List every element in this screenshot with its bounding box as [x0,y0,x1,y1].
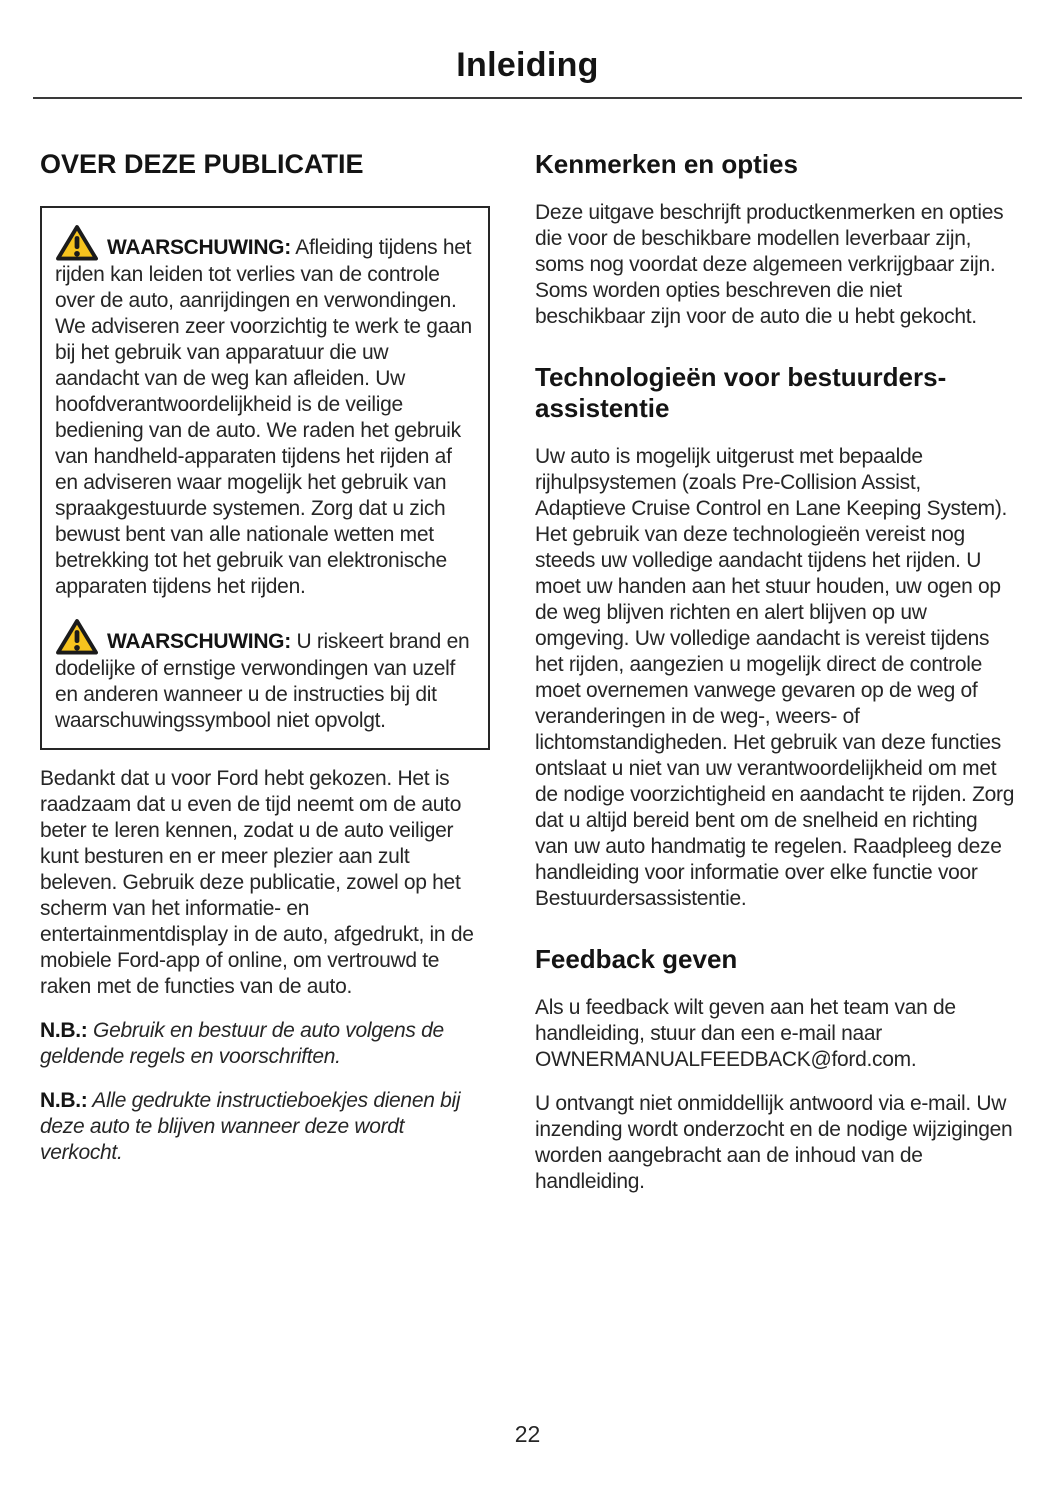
right-column [535,149,1015,1213]
body-paragraph: U ontvangt niet onmiddellijk antwoord via e-mail. Uw inzending wordt onderzocht en de nodige wijzigingen worden aangebracht aan de inhoud van de handleiding. [535,1092,1013,1193]
left-column [40,149,490,1213]
page-number: 22 [514,1421,541,1447]
body-paragraph: Uw auto is mogelijk uitgerust met bepaalde rijhulpsystemen (zoals Pre-Collision Assist, Adaptieve Cruise Control en Lane Keeping System). Het gebruik van deze technologieën vereist nog steeds uw volledige aandacht tijdens het rijden. U moet uw handen aan het stuur houden, uw ogen op de weg blijven richten en alert blijven op uw omgeving. Uw volledige aandacht is vereist tijdens het rijden, aangezien u mogelijk direct de controle moet overnemen vanwege gevaren op de weg of veranderingen in de weg-, weers- of lichtomstandigheden. Het gebruik van deze functies ontslaat u niet van uw verantwoordelijkheid om met de nodige voorzichtigheid en aandacht te rijden. Zorg dat u altijd bereid bent om de snelheid en richting van uw auto handmatig te regelen. Raadpleeg deze handleiding voor informatie over elke functie voor Bestuurdersassistentie. [535,445,1015,910]
note-item [40,1088,490,1166]
subsection-heading: Feedback geven [535,944,738,974]
section-technologieen-bestuurdersassistentie [535,362,1015,912]
body-paragraph: Als u feedback wilt geven aan het team van de handleiding, stuur dan een e-mail naar OWNERMANUALFEEDBACK@ford.com. [535,996,956,1071]
warning-text: Afleiding tijdens het rijden kan leiden tot verlies van de controle over de auto, aanrijdingen en verwondingen. We adviseren zeer voorzichtig te werk te gaan bij het gebruik van apparatuur die uw aandacht van de weg kan afleiden. Uw hoofdverantwoordelijkheid is de veilige bediening van de auto. We raden het gebruik van handheld-apparaten tijdens het rijden af en adviseren waar mogelijk het gebruik van spraakgestuurde systemen. Zorg dat u zich bewust bent van alle nationale wetten met betrekking tot het gebruik van elektronische apparaten tijdens het rijden. [55,236,472,598]
section-kenmerken-en-opties [535,149,1015,330]
content-columns [0,149,1055,1213]
note-label: N.B.: [40,1089,88,1112]
section-feedback-geven [535,944,1015,1195]
header-divider [33,97,1022,99]
intro-paragraph: Bedankt dat u voor Ford hebt gekozen. Het is raadzaam dat u even de tijd neemt om de auto beter te leren kennen, zodat u de auto veiliger kunt besturen en er meer plezier aan zult beleven. Gebruik deze publicatie, zowel op het scherm van het informatie- en entertainmentdisplay in de auto, afgedrukt, in de mobiele Ford-app of online, om vertrouwd te raken met de functies van de auto. [40,767,474,998]
page-title: Inleiding [456,46,599,84]
note-label: N.B.: [40,1019,88,1042]
warning-text: U riskeert brand en dodelijke of ernstige verwondingen van uzelf en anderen wanneer u de instructies bij dit waarschuwingssymbool niet opvolgt. [55,630,470,732]
note-item [40,1018,490,1070]
note-text: Alle gedrukte instructieboekjes dienen bij deze auto te blijven wanneer deze wordt verkocht. [40,1089,461,1164]
note-text: Gebruik en bestuur de auto volgens de geldende regels en voorschriften. [40,1019,444,1068]
warning-box [40,206,490,750]
subsection-heading: Technologieën voor bestuurders-assistentie [535,362,947,423]
warning-label: WAARSCHUWING: [107,236,291,259]
warning-triangle-icon [55,224,99,262]
subsection-heading: Kenmerken en opties [535,149,798,179]
warning-item [55,224,475,600]
warning-item [55,618,475,734]
warning-triangle-icon [55,618,99,656]
body-paragraph: Deze uitgave beschrijft productkenmerken en opties die voor de beschikbare modellen leverbaar zijn, soms nog voordat deze algemeen verkrijgbaar zijn. Soms worden opties beschreven die niet beschikbaar zijn voor de auto die u hebt gekocht. [535,201,1004,328]
section-heading-over-deze-publicatie: OVER DEZE PUBLICATIE [40,149,364,179]
warning-label: WAARSCHUWING: [107,630,291,653]
